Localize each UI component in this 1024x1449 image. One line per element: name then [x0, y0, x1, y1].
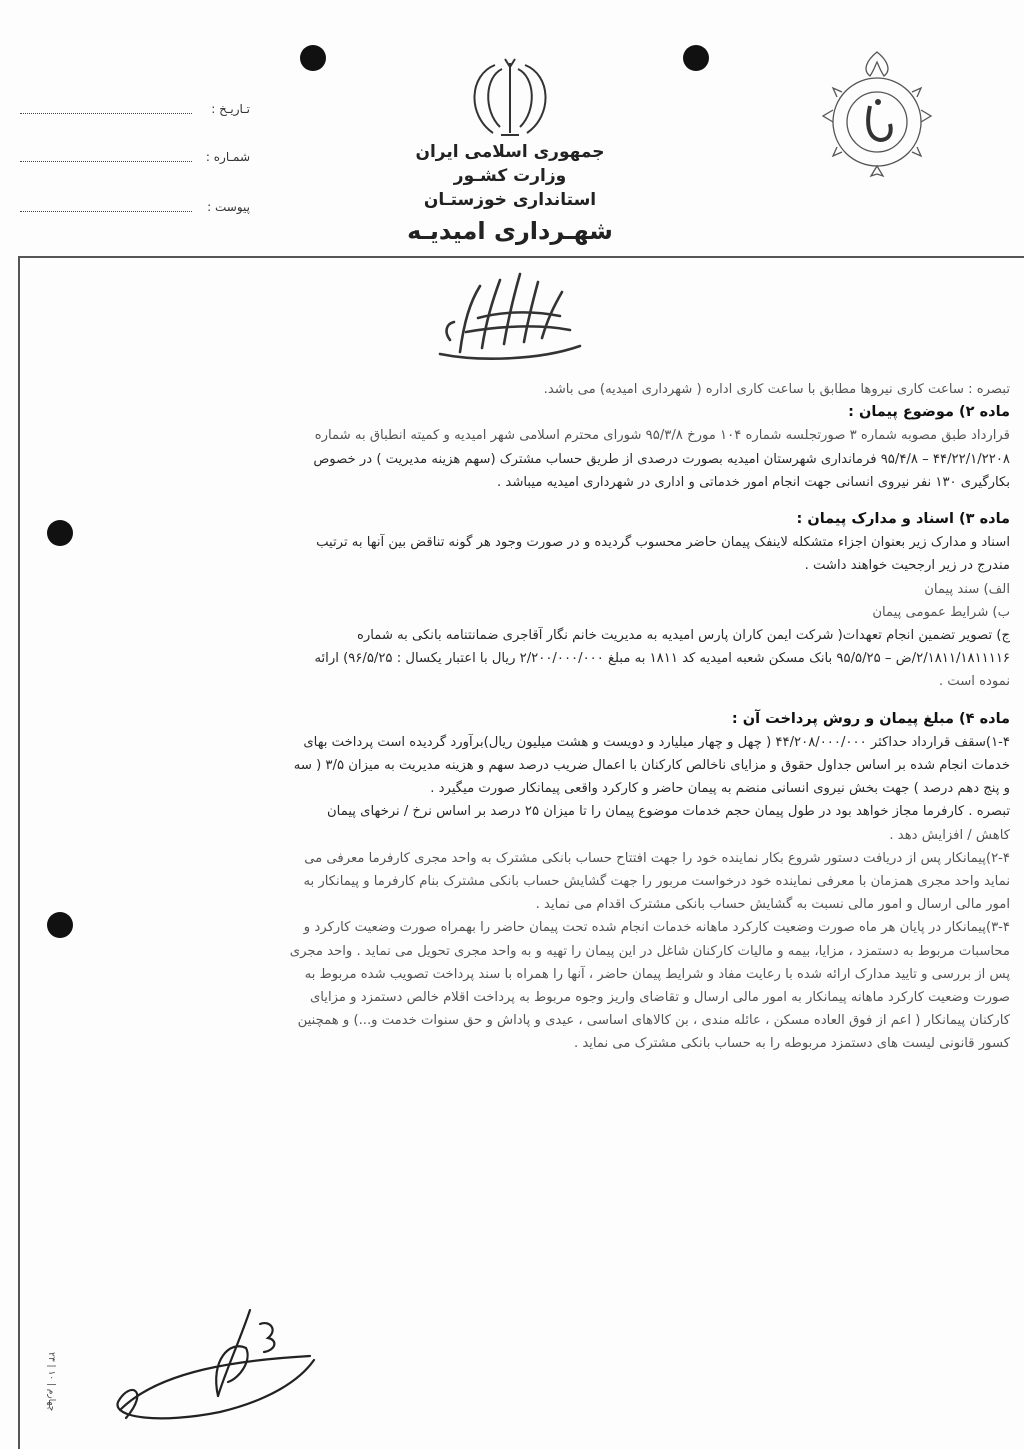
paragraph-gap — [24, 494, 1010, 508]
frame-border-left — [18, 256, 20, 1449]
body-line: الف) سند پیمان — [924, 581, 1010, 597]
header-municipality: شهـرداری امیدیـه — [407, 217, 613, 245]
body-line: بکارگیری ۱۳۰ نفر نیروی انسانی جهت انجام امور خدماتی و اداری در شهرداری امیدیه میباشد . — [497, 474, 1010, 490]
punch-hole — [683, 45, 709, 71]
body-line: کارکنان پیمانکار ( اعم از فوق العاده مسکن ، عائله مندی ، بن کالاهای اساسی ، عیدی و پاداش و حق سنوات خدمت و...) و همچنین — [297, 1013, 1010, 1029]
number-label: شمـاره : — [205, 150, 250, 164]
body-line: ب) شرایط عمومی پیمان — [872, 604, 1010, 620]
paragraph-gap — [24, 694, 1010, 708]
frame-border-top — [18, 256, 1024, 258]
section-heading: ماده ۲) موضوع پیمان : — [848, 404, 1010, 421]
body-line: ۳-۴)پیمانکار در پایان هر ماه صورت وضعیت کارکرد ماهانه خدمات انجام شده تحت پیمان حاضر را بهمراه صورت وضعیت کارکرد و — [303, 920, 1010, 936]
section-heading: ماده ۳) اسناد و مدارک پیمان : — [796, 511, 1010, 528]
dotted-line — [20, 211, 192, 212]
body-line: مندرج در زیر ارجحیت خواهند داشت . — [804, 558, 1010, 574]
body-line: ۲/۱۸۱۱/۱۸۱۱۱۱۶/ض – ۹۵/۵/۲۵ بانک مسکن شعبه امیدیه کد ۱۸۱۱ به مبلغ ۲/۲۰۰/۰۰۰/۰۰۰ ریال با اعتبار یکسال : ۹۶/۵/۲۵) ارائه — [314, 651, 1010, 667]
dotted-line — [20, 113, 192, 114]
body-line: نموده است . — [938, 674, 1010, 690]
body-line: قرارداد طبق مصوبه شماره ۳ صورتجلسه شماره ۱۰۴ مورخ ۹۵/۳/۸ شورای محترم اسلامی شهر امیدیه و کمیته انطباق به شماره — [314, 428, 1010, 444]
signature-icon — [100, 1300, 330, 1440]
body-line: ۱-۴)سقف قرارداد حداکثر ۴۴/۲۰۸/۰۰۰/۰۰۰ ( چهل و چهار میلیارد و دویست و هشت میلیون ریال)برآورد گردیده است پرداخت بهای — [303, 734, 1010, 750]
body-line: نماید واحد مجری همزمان با معرفی نماینده خود درخواست مربور را جهت گشایش حساب بانکی مشترک بنام کارفرما و پیمانکار به — [303, 874, 1010, 890]
date-field — [20, 102, 250, 122]
omidiyeh-municipality-logo-icon — [812, 40, 942, 180]
number-field — [20, 150, 250, 170]
body-line: تبصره : ساعت کاری نیروها مطابق با ساعت کاری اداره ( شهرداری امیدیه) می باشد. — [543, 382, 1010, 397]
contract-body — [24, 378, 1010, 1056]
header-country: جمهوری اسلامی ایران — [415, 142, 605, 162]
dotted-line — [20, 161, 192, 162]
body-line: صورت وضعیت کارکرد ماهانه پیمانکار به امور مالی ارسال و تقاضای واریز وجوه مربوط به پرداخت اقلام خالص دستمزد و مزایای — [309, 990, 1010, 1006]
body-line: کاهش / افزایش دهد . — [889, 827, 1010, 843]
body-line: کسور قانونی لیست های دستمزد مربوطه را به حساب بانکی مشترک می نماید . — [573, 1036, 1010, 1052]
body-line: خدمات انجام شده بر اساس جداول حقوق و مزایای ناخالص کارکنان با اعمال ضریب درصد سهم و هزینه مدیریت به میزان ۳/۵ ( سه — [293, 758, 1010, 774]
side-note: چهارم | ۱۰ | ۲۳ — [46, 1352, 56, 1412]
attachment-label: پیوست : — [207, 200, 250, 214]
header-ministry: وزارت کشـور — [453, 166, 567, 186]
body-line: امور مالی ارسال و امور مالی نسبت به گشایش حساب بانکی مشترک اقدام می نماید . — [535, 897, 1010, 913]
body-line: تبصره . کارفرما مجاز خواهد بود در طول پیمان حجم خدمات موضوع پیمان را تا میزان ۲۵ درصد بر اساس نرخ / نرخهای پیمان — [327, 804, 1010, 820]
letterhead — [360, 140, 660, 248]
punch-hole — [300, 45, 326, 71]
header-province: استانداری خوزستـان — [423, 190, 597, 210]
body-line: و پنج دهم درصد ) جهت بخش نیروی انسانی منضم به پیمان حاضر و کارکرد واقعی پیمانکار صورت میگیرد . — [430, 781, 1010, 797]
body-line: محاسبات مربوط به دستمزد ، مزایا، بیمه و مالیات کارکنان شاغل در این پیمان را تهیه و به واحد مجری تحویل می نماید . واحد مجری — [289, 943, 1010, 959]
attachment-field — [20, 200, 250, 220]
bismillah-calligraphy-icon — [420, 262, 600, 367]
body-line: اسناد و مدارک زیر بعنوان اجزاء متشکله لاینفک پیمان حاضر محسوب گردیده و در صورت وجود هر گونه تناقض بین آنها به ترتیب — [316, 535, 1010, 551]
body-line: ۴۴/۲۲/۱/۲۲۰۸ – ۹۵/۴/۸ فرمانداری شهرستان امیدیه بصورت درصدی از طریق حساب مشترک (سهم هزینه مدیریت ) در خصوص — [313, 451, 1010, 467]
date-label: تـاریـخ : — [211, 102, 250, 116]
iran-emblem-icon — [455, 55, 565, 145]
body-line: ج) تصویر تضمین انجام تعهدات( شرکت ایمن کاران پارس امیدیه به مدیریت خانم نگار آقاجری ضمانتنامه بانکی به شماره — [356, 628, 1010, 644]
body-line: پس از بررسی و تایید مدارک ارائه شده با رعایت مفاد و شرایط پیمان حاضر ، آنها را همراه با سند پرداخت تصویب شده مربوط به — [304, 966, 1010, 982]
body-line: ۲-۴)پیمانکار پس از دریافت دستور شروع بکار نماینده خود را جهت افتتاح حساب بانکی مشترک به واحد مجری کارفرما معرفی می — [304, 850, 1010, 866]
section-heading: ماده ۴) مبلغ پیمان و روش پرداخت آن : — [731, 710, 1010, 727]
